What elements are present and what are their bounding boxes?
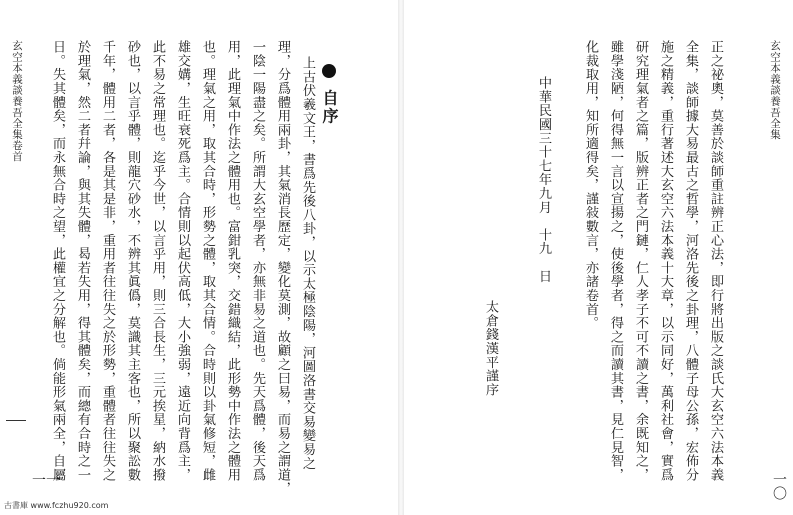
left-col-10: 於理氣，然二者幷論，與其失體，曷若失用，得其體矣，而總有合時之一: [75, 40, 90, 482]
right-col-2: 全集，談師據大易最古之哲學，河洛先後之卦理，八體子母公孫，宏佈分: [683, 40, 698, 482]
right-page-number: 一〇: [771, 472, 787, 500]
left-col-11: 日。失其體矣，而永無合時之望，此權宜之分解也。倘能形氣兩全，自屬: [50, 40, 65, 482]
right-col-3: 施之精義，重行著述大玄空六法本義十大章，以示同好，萬利社會，實爲: [658, 40, 673, 482]
left-col-8: 砂也，以言乎體，則龍穴砂水，不辨其眞僞，莫識其主客也，所以聚訟數: [125, 40, 140, 482]
left-col-6: 雄交媾，生旺衰死爲主。合情則以起伏高低，大小強弱，遠近向背爲主，: [175, 40, 190, 482]
right-col-4: 研究理氣者之篇，版辨正者之門鏈，仁人孝子不可不讀之書，余既知之，: [633, 40, 648, 482]
bullet-icon: [322, 64, 336, 78]
right-col-6: 化裁取用，知所適得矣，謹敍數言，亦諸卷首。: [583, 40, 598, 330]
section-title: [318, 64, 341, 126]
left-page-header: 玄空本義談養吾全集卷首: [11, 40, 23, 163]
left-col-1: 上古伏羲文王，書爲先後八卦，以示太極陰陽，河圖洛書交易變易之: [300, 56, 315, 470]
site-watermark: 古書庫 www.fczhu920.com: [4, 501, 109, 510]
signature: 太倉錢漢平謹序: [483, 300, 498, 397]
date-line: 中華民國三十七年九月 十九 日: [536, 76, 551, 283]
left-col-2: 理，分爲體用兩卦，其氣消長歷定，變化莫測，故顧之曰易，而易之謂道，: [275, 40, 290, 496]
right-page-header: 玄空本義談養吾全集: [769, 40, 781, 140]
right-col-1: 正之祕奧，莫善於談師重註辨正心法，即行將出版之談氏大玄空六法本義: [708, 40, 723, 482]
left-col-7: 此不易之常理也。迄乎今世，以言乎用，則三合長生，三元挨星，納水撥: [150, 40, 165, 482]
left-col-3: 一陰一陽盡之矣。所謂大玄空學者，亦無非易之道也。先天爲體，後天爲: [250, 40, 265, 482]
left-col-5: 也。理氣之用，取其合時，形勢之體，取其合情。合時則以卦氣修短，雌: [200, 40, 215, 482]
header-rule: [6, 420, 26, 421]
left-page-number: 一一: [32, 473, 60, 489]
left-col-4: 用，此理氣中作法之體用也。富鉗乳突，交錯織結，此形勢中作法之體用: [225, 40, 240, 482]
right-col-5: 雖學淺陋，何得無一言以宣揚之，使後學者，得之而讀其書，見仁見智，: [608, 40, 623, 482]
left-col-9: 千年，體用二者，各是其是非，重用者往往失之於形勢，重體者往往失之: [100, 40, 115, 482]
right-page: [403, 0, 793, 515]
section-title-text: 自序: [320, 89, 339, 126]
